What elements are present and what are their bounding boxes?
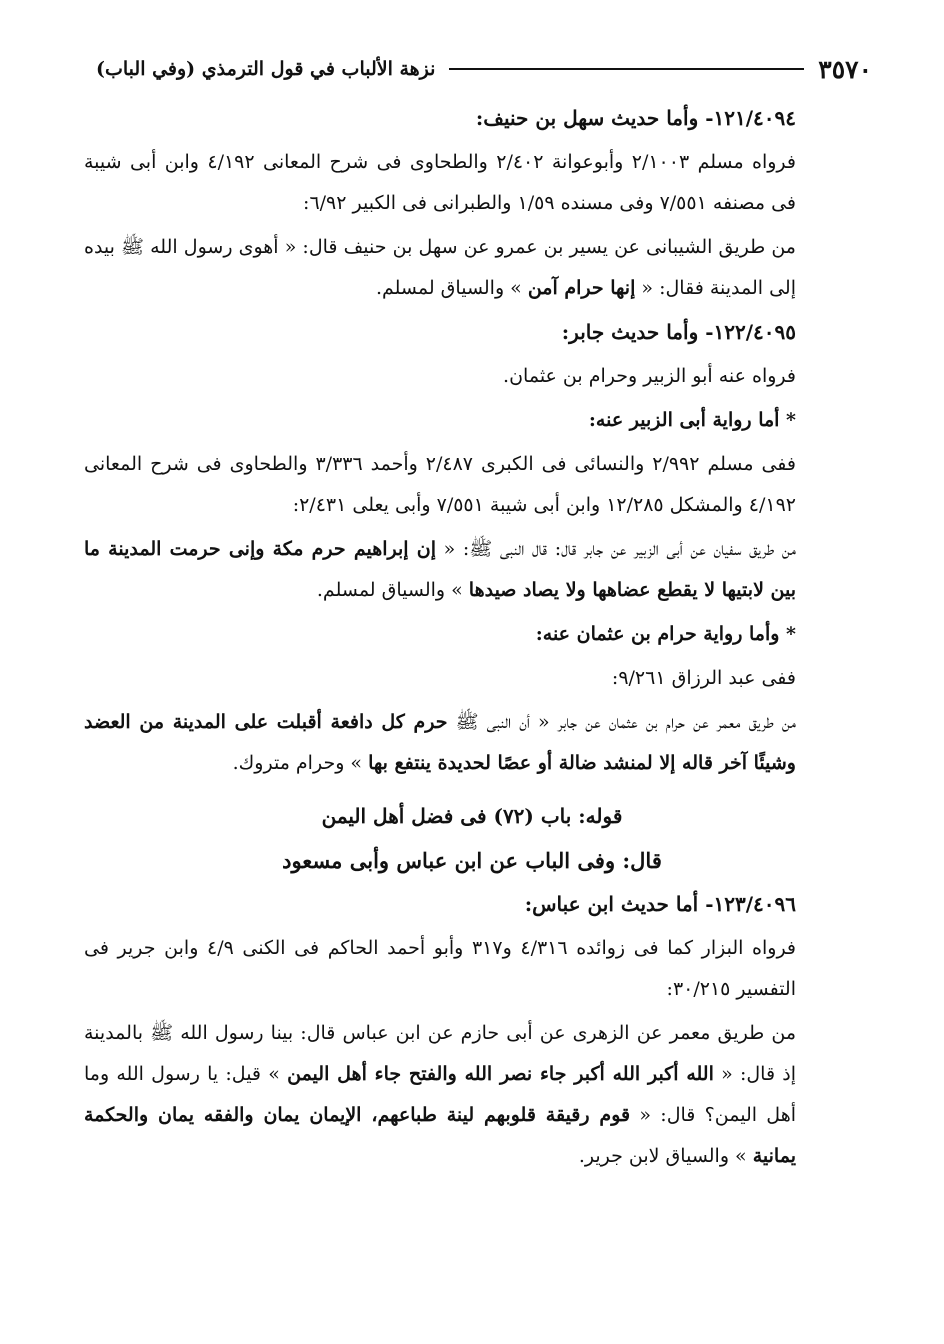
source-paragraph: فرواه البزار كما فى زوائده ٤/٣١٦ و٣١٧ وأبو أحمد الحاكم فى الكنى ٤/٩ وابن جرير فى التفسير ٣٠/٢١٥: — [84, 937, 797, 1000]
source-paragraph: فرواه مسلم ٢/١٠٠٣ وأبوعوانة ٢/٤٠٢ والطحاوى فى شرح المعانى ٤/١٩٢ وابن أبى شيبة فى مصنفه ٧/٥٥١ وفى مسنده ١/٥٩ والطبرانى فى الكبير ٦/٩٢: — [84, 151, 796, 214]
running-title: نزهة الألباب في قول الترمذي (وفي الباب) — [96, 58, 436, 80]
source-paragraph: ففى عبد الرزاق ٩/٢٦١: — [611, 667, 796, 689]
closing-text: » وحرام متروك. — [232, 752, 369, 774]
chapter-subtitle: قال: وفى الباب عن ابن عباس وأبى مسعود — [282, 848, 662, 873]
isnad-paragraph — [84, 1013, 860, 1177]
isnad-paragraph — [84, 702, 860, 784]
chapter-title: قوله: باب (٧٢) فى فضل أهل اليمن — [321, 804, 623, 828]
isnad-paragraph — [84, 529, 860, 611]
isnad-text: من طريق معمر عن الزهرى عن أبى حازم عن ابن عباس قال: بينا رسول الله ﷺ بالمدينة إذ قال: « — [84, 1022, 797, 1085]
section-heading: ١٢٣/٤٠٩٦- أما حديث ابن عباس: — [524, 892, 796, 916]
hadith-text: الله أكبر الله أكبر جاء نصر الله والفتح جاء أهل اليمن — [287, 1063, 714, 1085]
closing-text: » والسياق لمسلم. — [316, 579, 469, 601]
page-number: ٣٥٧٠ — [818, 54, 872, 84]
subheading: * أما رواية أبى الزبير عنه: — [588, 409, 796, 431]
isnad-text: من طريق معمر عن حرام بن عثمان عن جابر « أن النبى ﷺ — [447, 711, 796, 733]
source-paragraph: ففى مسلم ٢/٩٩٢ والنسائى فى الكبرى ٢/٤٨٧ وأحمد ٣/٣٣٦ والطحاوى فى شرح المعانى ٤/١٩٢ والمشكل ١٢/٢٨٥ وابن أبى شيبة ٧/٥٥١ وأبى يعلى ٢/٤٣١: — [84, 453, 796, 516]
isnad-text: من طريق سفيان عن أبى الزبير عن جابر قال: قال النبى ﷺ: « — [436, 538, 797, 560]
header-rule — [449, 68, 804, 70]
hadith-text: إنها حرام آمن — [527, 277, 636, 299]
hadith-text: قوم رقيقة قلوبهم لينة طباعهم، الإيمان يمان والفقه يمان والحكمة يمانية — [84, 1104, 796, 1167]
section-heading: ١٢٢/٤٠٩٥- وأما حديث جابر: — [561, 320, 796, 344]
page-header — [96, 52, 872, 86]
isnad-text: من طريق الشيبانى عن يسير بن عمرو عن سهل بن حنيف قال: « أهوى رسول الله ﷺ بيده إلى المدينة فقال: « — [84, 236, 796, 299]
subheading: * وأما رواية حرام بن عثمان عنه: — [535, 623, 796, 645]
hadith-text: حرم كل دافعة أقبلت على المدينة من العضد وشيئًا آخر قاله إلا لمنشد ضالة أو عصًا لحديدة ينتفع بها — [84, 711, 796, 774]
hadith-text: إن إبراهيم حرم مكة وإنى حرمت المدينة ما بين لابتيها لا يقطع عضاهها ولا يصاد صيدها — [84, 538, 796, 601]
isnad-paragraph — [84, 227, 860, 309]
isnad-text: » قيل: يا رسول الله وما أهل اليمن؟ قال: « — [84, 1063, 796, 1126]
closing-text: » والسياق لمسلم. — [375, 277, 528, 299]
section-heading: ١٢١/٤٠٩٤- وأما حديث سهل بن حنيف: — [475, 106, 796, 130]
intro-paragraph: فرواه عنه أبو الزبير وحرام بن عثمان. — [503, 365, 796, 387]
page-body — [84, 98, 860, 1180]
closing-text: » والسياق لابن جرير. — [578, 1145, 753, 1167]
